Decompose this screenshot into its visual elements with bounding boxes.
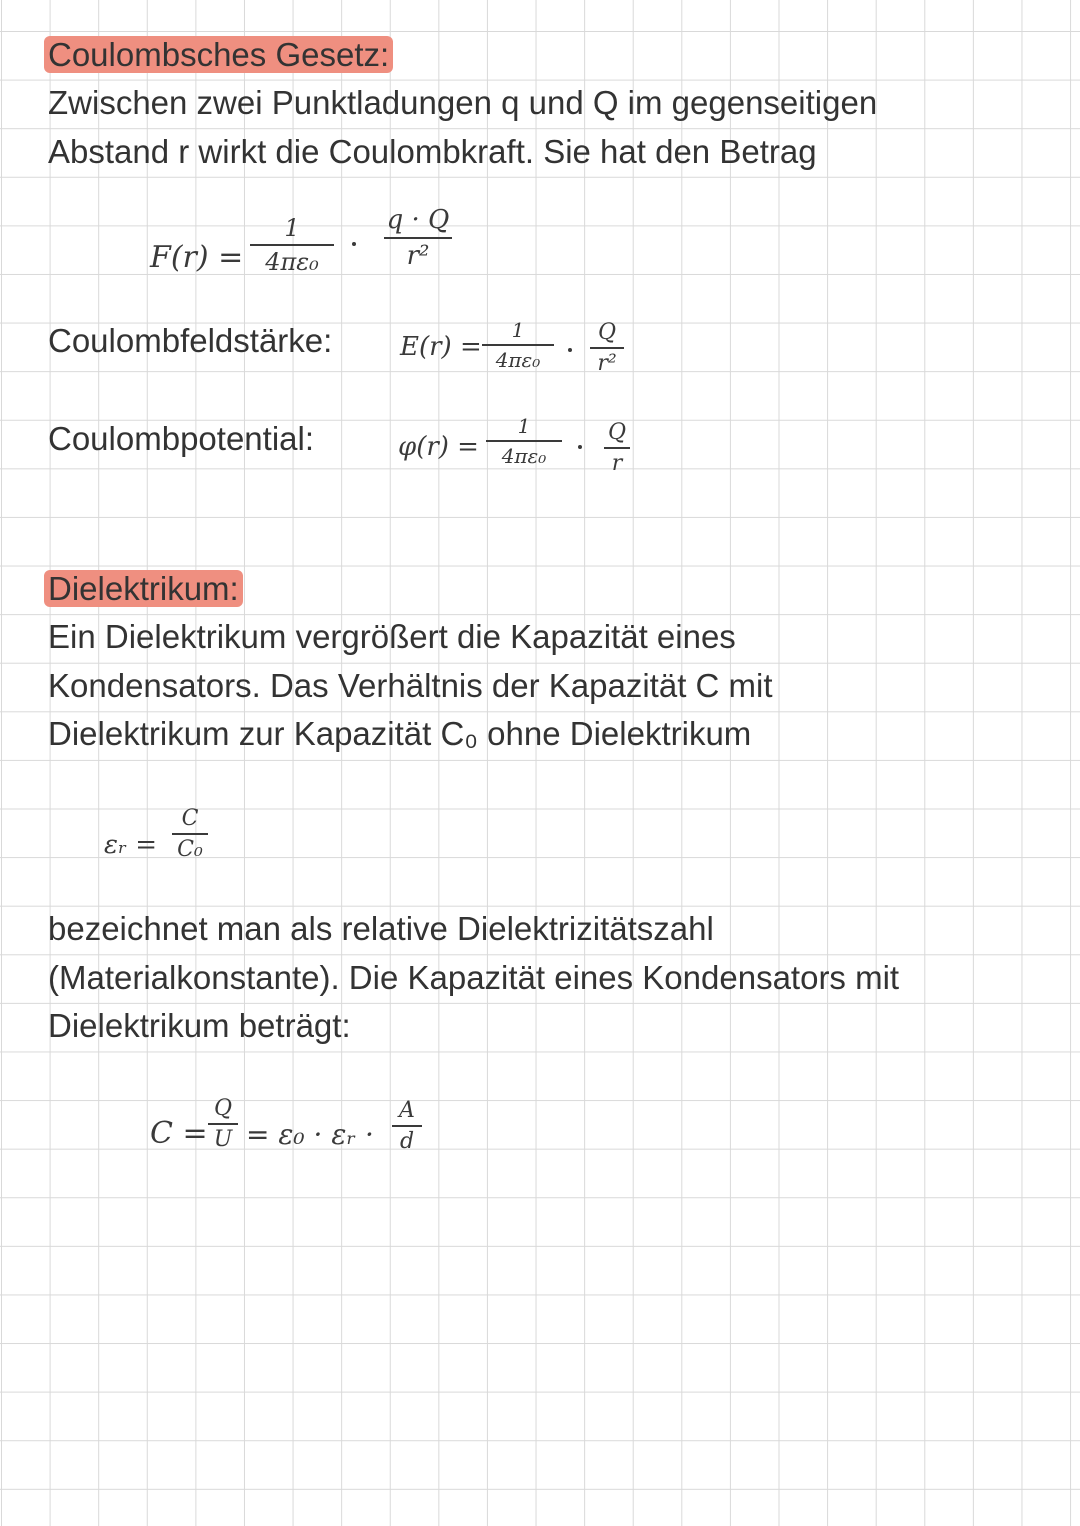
coulomb-heading xyxy=(48,31,393,80)
fraction-numerator: Q xyxy=(607,420,627,445)
fraction-bar xyxy=(604,447,630,449)
fraction-denominator: r² xyxy=(406,241,430,271)
coulomb-heading-text: Coulombsches Gesetz: xyxy=(44,36,393,73)
fraction-bar xyxy=(486,440,562,442)
fraction xyxy=(384,205,452,271)
potential-label: Coulombpotential: xyxy=(48,420,314,457)
fraction xyxy=(482,318,554,372)
paragraph-line: Kondensators. Das Verhältnis der Kapazität C mit xyxy=(48,666,773,704)
fraction-numerator: 1 xyxy=(517,414,531,438)
fraction-numerator: 1 xyxy=(284,214,300,242)
fraction-denominator: d xyxy=(399,1129,415,1154)
fraction-numerator: Q xyxy=(597,320,617,345)
dielectric-heading xyxy=(48,565,243,614)
fraction-numerator: A xyxy=(399,1098,415,1123)
fraction xyxy=(392,1098,422,1154)
fraction-bar xyxy=(208,1123,238,1125)
formula-lhs: F(r) = xyxy=(150,240,244,275)
paragraph-line: Zwischen zwei Punktladungen q und Q im gegenseitigen xyxy=(48,84,878,121)
fraction xyxy=(486,414,562,468)
fraction-bar xyxy=(384,237,452,239)
fraction-bar xyxy=(172,833,208,835)
formula-lhs: φ(r) = xyxy=(398,432,479,462)
dielectric-heading-text: Dielektrikum: xyxy=(44,570,243,607)
paragraph-line: Abstand r wirkt die Coulombkraft. Sie hat den Betrag xyxy=(48,132,817,170)
paragraph-line: bezeichnet man als relative Dielektrizitätszahl xyxy=(48,910,714,947)
fraction-numerator: 1 xyxy=(511,318,525,342)
paragraph-line: Dielektrikum zur Kapazität C₀ ohne Dielektrikum xyxy=(48,715,752,753)
dielectric-paragraph-2 xyxy=(48,905,899,1051)
fraction xyxy=(172,806,208,862)
fraction-denominator: U xyxy=(213,1127,233,1152)
formula-lhs: E(r) = xyxy=(400,332,482,362)
fraction-bar xyxy=(590,347,624,349)
fraction xyxy=(604,420,630,476)
fraction-bar xyxy=(250,244,334,246)
paragraph-line: Ein Dielektrikum vergrößert die Kapazität eines xyxy=(48,618,736,655)
fraction xyxy=(250,214,334,276)
paragraph-line: Dielektrikum beträgt: xyxy=(48,1007,351,1045)
coulomb-paragraph xyxy=(48,79,877,176)
multiply-dot xyxy=(578,445,582,449)
fraction-numerator: Q xyxy=(213,1096,233,1121)
fraction-denominator: r xyxy=(611,451,623,476)
fraction-denominator: 4πε₀ xyxy=(265,248,319,276)
formula-lhs: C = xyxy=(150,1116,208,1151)
formula-lhs: εᵣ = xyxy=(104,830,158,860)
dielectric-paragraph xyxy=(48,613,773,759)
fraction xyxy=(590,320,624,376)
fraction-numerator: q · Q xyxy=(386,205,450,235)
fraction-denominator: 4πε₀ xyxy=(495,348,541,372)
fraction-bar xyxy=(482,344,554,346)
fraction-bar xyxy=(392,1125,422,1127)
multiply-dot xyxy=(568,348,572,352)
field-strength-label: Coulombfeldstärke: xyxy=(48,322,333,359)
fraction-denominator: 4πε₀ xyxy=(501,444,547,468)
paragraph-line: (Materialkonstante). Die Kapazität eines Kondensators mit xyxy=(48,958,900,996)
fraction xyxy=(208,1096,238,1152)
formula-middle: = ε₀ · εᵣ · xyxy=(246,1118,374,1151)
fraction-denominator: C₀ xyxy=(177,837,203,862)
multiply-dot xyxy=(352,242,356,246)
fraction-denominator: r² xyxy=(597,351,617,376)
fraction-numerator: C xyxy=(181,806,199,831)
